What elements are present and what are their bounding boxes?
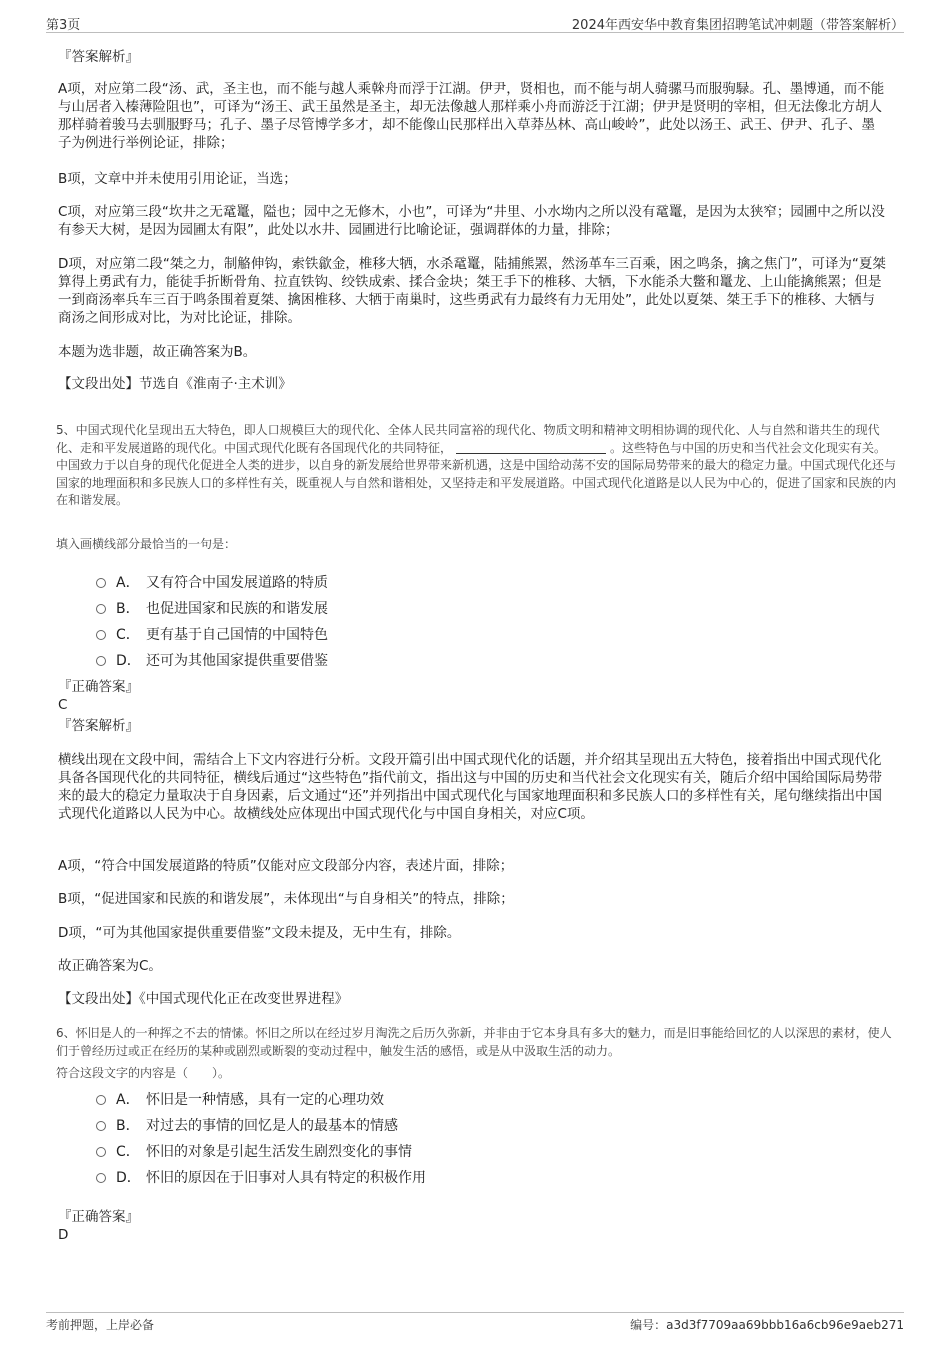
radio-icon[interactable] [96,1173,106,1183]
option-text: 对过去的事情的回忆是人的最基本的情感 [146,1118,398,1134]
q6-option-d[interactable] [96,1167,426,1187]
option-key: D． [116,653,141,669]
option-key: A． [116,575,140,591]
q4-source-label: 【文段出处】 [58,376,139,392]
option-text: 怀旧的对象是引起生活发生剧烈变化的事情 [146,1144,412,1160]
radio-icon[interactable] [96,1147,106,1157]
q5-option-a[interactable] [96,572,328,592]
page-header [46,12,904,33]
q5-analysis-label: 『答案解析』 [58,718,139,734]
q6-option-b[interactable] [96,1115,398,1135]
fill-in-blank [456,441,606,454]
q5-source-text: 《中国式现代化正在改变世界进程》 [139,991,349,1007]
document-id: 编号：a3d3f7709aa69bbb16a6cb96e9aeb271 [630,1318,904,1332]
q6-answer-label: 『正确答案』 [58,1209,139,1225]
q5-analysis-b: B项，“促进国家和民族的和谐发展”，未体现出“与自身相关”的特点，排除； [58,891,514,907]
q4-source [58,375,886,393]
option-key: A． [116,1092,140,1108]
q6-option-c[interactable] [96,1141,412,1161]
q5-analysis-a: A项，“符合中国发展道路的特质”仅能对应文段部分内容，表述片面，排除； [58,858,514,874]
option-text: 怀旧是一种情感，具有一定的心理功效 [146,1092,384,1108]
option-key: C． [116,1144,140,1160]
q4-source-text: 节选自《淮南子·主术训》 [139,376,292,392]
q5-analysis-d: D项，“可为其他国家提供重要借鉴”文段未提及，无中生有，排除。 [58,925,461,941]
option-text: 又有符合中国发展道路的特质 [146,575,328,591]
radio-icon[interactable] [96,630,106,640]
q4-analysis-b: B项，文章中并未使用引用论证，当选； [58,171,297,187]
radio-icon[interactable] [96,578,106,588]
q5-conclusion: 故正确答案为C。 [58,958,162,974]
q6-answer: D [58,1227,69,1243]
option-key: C． [116,627,140,643]
q5-analysis-main: 横线出现在文段中间，需结合上下文内容进行分析。文段开篇引出中国式现代化的话题，并介绍其呈现出五大特色，接着指出中国式现代化具备各国现代化的共同特征，横线后通过“这些特色”指代前文，指出这与中国的历史和当代社会文化现实有关，随后介绍中国给国际局势带来的最大的稳定力量取决于自身因素，后文通过“还”并列指出中国式现代化与国家地理面积和多民族人口的多样性有关，尾句继续指出中国式现代化道路以人民为中心。故横线处应体现出中国式现代化与中国自身相关，对应C项。 [58,752,882,822]
q5-answer-label: 『正确答案』 [58,679,139,695]
q4-analysis-label: 『答案解析』 [58,49,139,65]
q5-option-c[interactable] [96,624,328,644]
q4-analysis-c: C项，对应第三段“坎井之无鼋鼍，隘也；园中之无修木，小也”，可译为“井里、小水坳内之所以没有鼋鼍，是因为太狭窄；园圃中之所以没有参天大树，是因为园圃太有限”，此处以水井、园圃进行比喻论证，强调群体的力量，排除； [58,204,885,238]
option-key: B． [116,1118,140,1134]
q4-conclusion: 本题为选非题，故正确答案为B。 [58,344,257,360]
option-key: B． [116,601,140,617]
radio-icon[interactable] [96,1095,106,1105]
option-text: 还可为其他国家提供重要借鉴 [146,653,328,669]
page-footer [46,1312,904,1335]
q6-prompt: 符合这段文字的内容是（ ）。 [56,1066,231,1080]
q4-analysis-d: D项，对应第二段“桀之力，制觡伸钩，索铁歙金，椎移大牺，水杀鼋鼍，陆捕熊罴，然汤革车三百乘，困之鸣条，擒之焦门”，可译为“夏桀算得上勇武有力，能徒手折断骨角、拉直铁钩、绞铁成索、揉合金块；桀王手下的椎移、大牺，下水能杀大鳖和鼍龙、上山能擒熊罴；但是一到商汤率兵车三百于鸣条围着夏桀、擒困椎移、大牺于南巢时，这些勇武有力最终有力无用处”，此处以夏桀、桀王手下的椎移、大牺与商汤之间形成对比，为对比论证，排除。 [58,256,886,326]
q5-prompt: 填入画横线部分最恰当的一句是： [56,537,237,551]
footer-slogan: 考前押题，上岸必备 [46,1318,155,1332]
q5-answer: C [58,697,68,713]
radio-icon[interactable] [96,656,106,666]
q5-stem [56,422,896,510]
option-text: 怀旧的原因在于旧事对人具有特定的积极作用 [146,1170,426,1186]
option-text: 也促进国家和民族的和谐发展 [146,601,328,617]
q5-source-label: 【文段出处】 [58,991,139,1007]
radio-icon[interactable] [96,604,106,614]
q5-stem-before-blank: 5、中国式现代化呈现出五大特色，即人口规模巨大的现代化、全体人民共同富裕的现代化、物质文明和精神文明相协调的现代化、人与自然和谐共生的现代化、走和平发展道路的现代化。中国式现代化既有各国现代化的共同特征， [56,423,880,455]
q5-option-b[interactable] [96,598,328,618]
radio-icon[interactable] [96,1121,106,1131]
page-number: 第3页 [46,18,81,33]
q5-option-d[interactable] [96,650,328,670]
option-text: 更有基于自己国情的中国特色 [146,627,328,643]
q4-analysis-a: A项，对应第二段“汤、武，圣主也，而不能与越人乘榦舟而浮于江湖。伊尹，贤相也，而不能与胡人骑骡马而服驹騄。孔、墨博通，而不能与山居者入榛薄险阻也”，可译为“汤王、武王虽然是圣主，却无法像越人那样乘小舟而游泛于江湖；伊尹是贤明的宰相，但无法像北方胡人那样骑着骏马去驯服野马；孔子、墨子尽管博学多才，却不能像山民那样出入草莽丛林、高山峻岭”，此处以汤王、武王、伊尹、孔子、墨子为例进行举例论证，排除； [58,81,885,151]
q5-stem-after-blank: 。这些特色与中国的历史和当代社会文化现实有关。中国致力于以自身的现代化促进全人类的进步，以自身的新发展给世界带来新机遇，这是中国给动荡不安的国际局势带来的最大的稳定力量。中国式现代化还与国家的地理面积和多民族人口的多样性有关，既重视人与自然和谐相处，又坚持走和平发展道路。中国式现代化道路是以人民为中心的，促进了国家和民族的内在和谐发展。 [56,440,897,507]
q6-option-a[interactable] [96,1089,384,1109]
option-key: D． [116,1170,141,1186]
q5-source [58,990,886,1008]
document-title: 2024年西安华中教育集团招聘笔试冲刺题（带答案解析） [571,18,904,33]
q6-stem: 6、怀旧是人的一种挥之不去的情愫。怀旧之所以在经过岁月淘洗之后历久弥新，并非由于它本身具有多大的魅力，而是旧事能给回忆的人以深思的素材，使人们于曾经历过或正在经历的某种或剧烈或断裂的变动过程中，触发生活的感悟，或是从中汲取生活的动力。 [56,1026,892,1058]
